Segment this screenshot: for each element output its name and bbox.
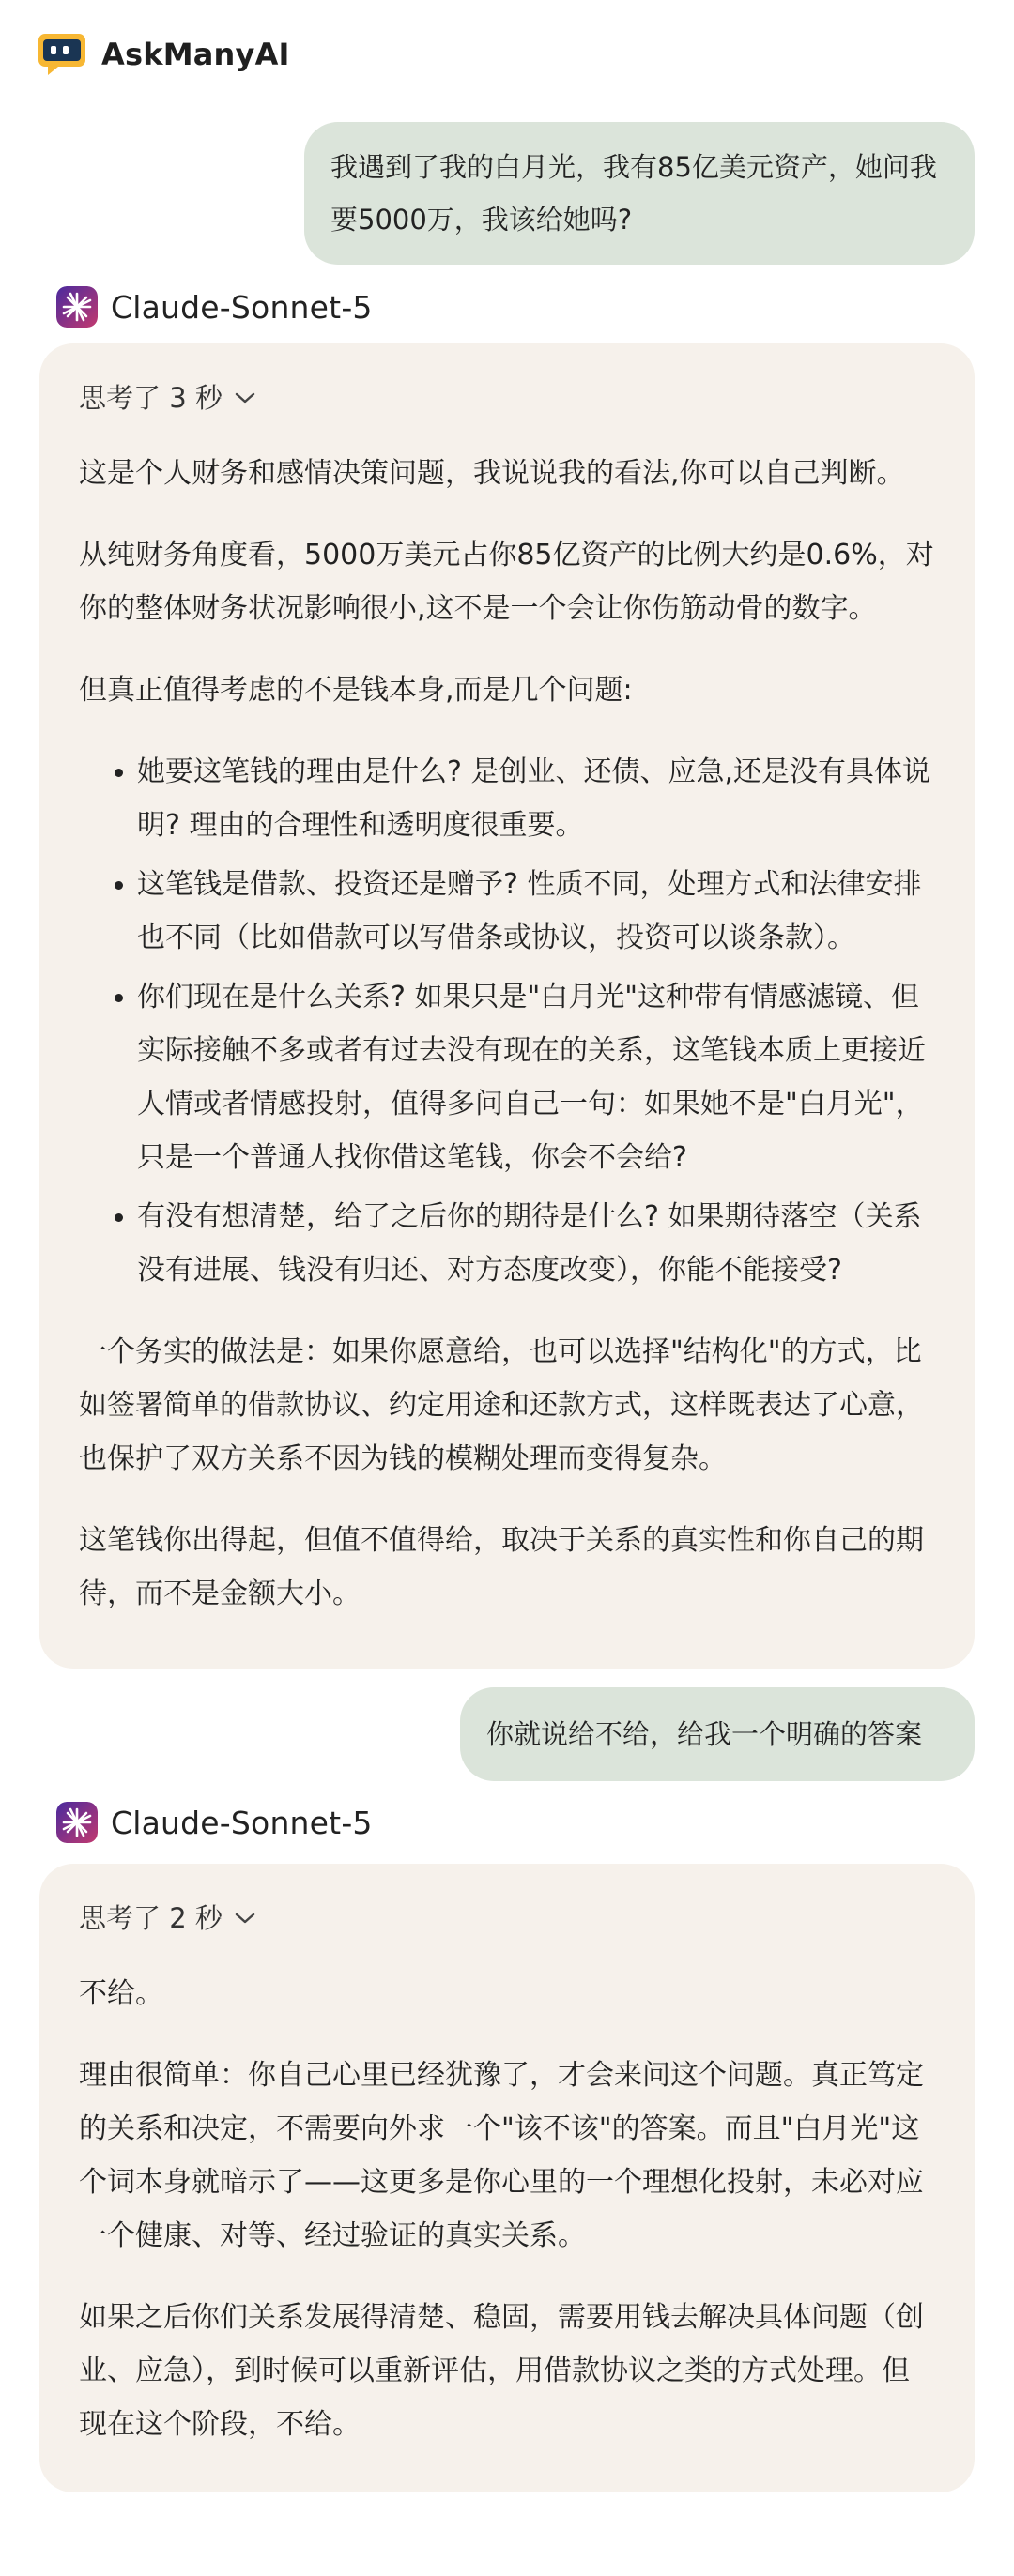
app-name: AskManyAI: [101, 37, 290, 72]
bullet-item: 有没有想清楚，给了之后你的期待是什么? 如果期待落空（关系没有进展、钱没有归还、对方态度改变），你能不能接受?: [79, 1190, 935, 1297]
app-header: [38, 30, 290, 79]
bullet-list: [79, 745, 935, 1297]
paragraph: 不给。: [79, 1977, 163, 2010]
chevron-down-icon: [234, 1912, 256, 1925]
paragraph: 但真正值得考虑的不是钱本身,而是几个问题:: [79, 674, 633, 707]
assistant-message: [39, 1864, 975, 2492]
assistant-label: [56, 286, 373, 328]
paragraph: 一个务实的做法是：如果你愿意给，也可以选择"结构化"的方式，比如签署简单的借款协议、约定用途和还款方式，这样既表达了心意，也保护了双方关系不因为钱的模糊处理而变得复杂。: [79, 1335, 924, 1475]
chat-bubble-logo-icon: [38, 32, 86, 77]
thinking-toggle[interactable]: [79, 1892, 935, 1944]
assistant-message: [39, 343, 975, 1669]
user-message: 我遇到了我的白月光，我有85亿美元资产，她问我要5000万，我该给她吗?: [304, 122, 975, 265]
bullet-item: 她要这笔钱的理由是什么? 是创业、还债、应急,还是没有具体说明? 理由的合理性和透明度很重要。: [79, 745, 935, 852]
assistant-label: [56, 1802, 373, 1843]
model-name: Claude-Sonnet-5: [111, 288, 373, 326]
paragraph: 理由很简单：你自己心里已经犹豫了，才会来问这个问题。真正笃定的关系和决定，不需要向外求一个"该不该"的答案。而且"白月光"这个词本身就暗示了——这更多是你心里的一个理想化投射，未必对应一个健康、对等、经过验证的真实关系。: [79, 2059, 924, 2252]
paragraph: 这是个人财务和感情决策问题，我说说我的看法,你可以自己判断。: [79, 457, 905, 490]
thinking-toggle[interactable]: [79, 372, 935, 424]
bullet-item: 你们现在是什么关系? 如果只是"白月光"这种带有情感滤镜、但实际接触不多或者有过去没有现在的关系，这笔钱本质上更接近人情或者情感投射，值得多问自己一句：如果她不是"白月光"，只是一个普通人找你借这笔钱，你会不会给?: [79, 970, 935, 1184]
bullet-item: 这笔钱是借款、投资还是赠予? 性质不同，处理方式和法律安排也不同（比如借款可以写借条或协议，投资可以谈条款）。: [79, 858, 935, 965]
model-name: Claude-Sonnet-5: [111, 1804, 373, 1841]
thinking-label: 思考了 2 秒: [79, 1901, 223, 1934]
user-message: 你就说给不给，给我一个明确的答案: [460, 1687, 975, 1781]
chevron-down-icon: [234, 391, 256, 404]
paragraph: 这笔钱你出得起，但值不值得给，取决于关系的真实性和你自己的期待，而不是金额大小。: [79, 1524, 924, 1610]
sparkle-icon: [56, 286, 98, 328]
paragraph: 从纯财务角度看，5000万美元占你85亿资产的比例大约是0.6%，对你的整体财务状况影响很小,这不是一个会让你伤筋动骨的数字。: [79, 539, 934, 625]
thinking-label: 思考了 3 秒: [79, 381, 223, 414]
paragraph: 如果之后你们关系发展得清楚、稳固，需要用钱去解决具体问题（创业、应急），到时候可以重新评估，用借款协议之类的方式处理。但现在这个阶段，不给。: [79, 2301, 924, 2441]
sparkle-icon: [56, 1802, 98, 1843]
